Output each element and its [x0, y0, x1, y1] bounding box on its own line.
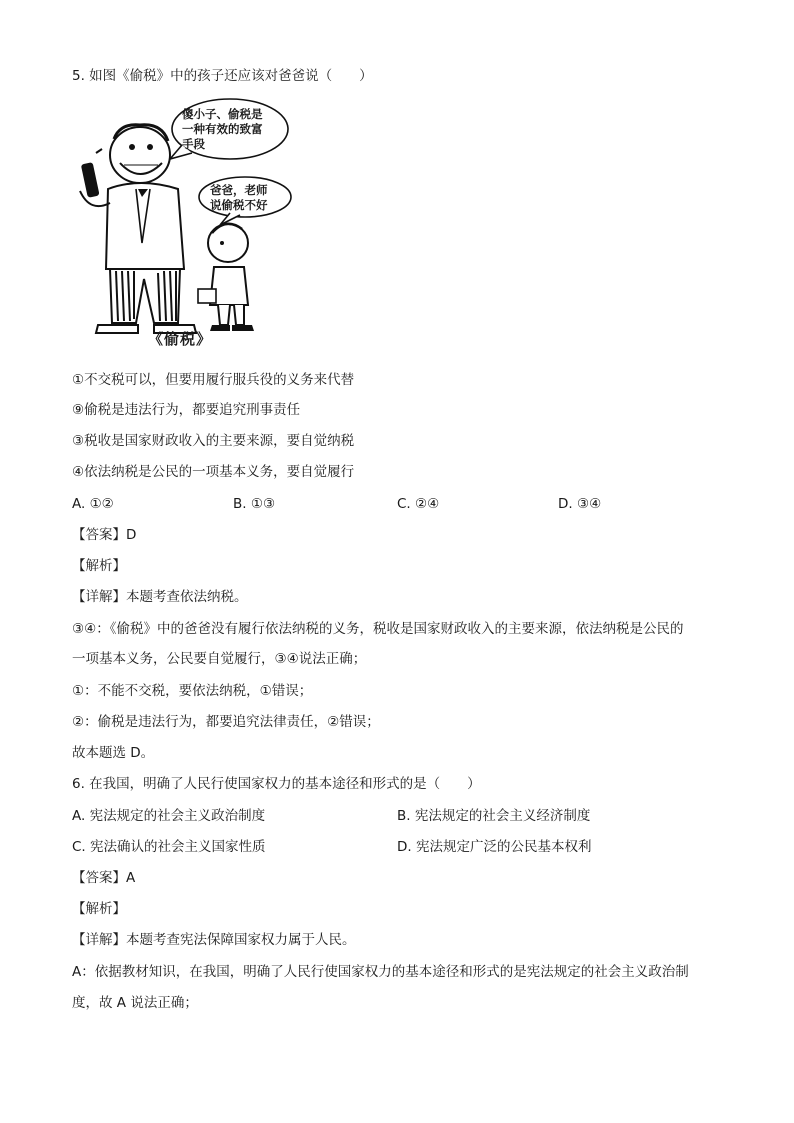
q6-stem: 6. 在我国，明确了人民行使国家权力的基本途径和形式的是（ ）: [72, 776, 481, 792]
q6-explain-2: 度，故 A 说法正确；: [72, 995, 198, 1011]
q5-statement-1: ①不交税可以，但要用履行服兵役的义务来代替: [72, 372, 355, 388]
q6-option-b: B. 宪法规定的社会主义经济制度: [397, 808, 591, 824]
q5-statement-2: ⑨偷税是违法行为，都要追究刑事责任: [72, 402, 301, 418]
q5-statement-3: ③税收是国家财政收入的主要来源，要自觉纳税: [72, 433, 355, 449]
q5-explain-2: 一项基本义务，公民要自觉履行，③④说法正确；: [72, 651, 367, 667]
q5-option-b: B. ①③: [233, 496, 276, 512]
q5-explain-4: ②：偷税是违法行为，都要追究法律责任，②错误；: [72, 714, 380, 730]
cartoon-illustration: [70, 93, 310, 355]
q6-option-c: C. 宪法确认的社会主义国家性质: [72, 839, 266, 855]
q6-detail: 【详解】本题考查宪法保障国家权力属于人民。: [72, 932, 356, 948]
q5-answer: 【答案】D: [72, 527, 137, 543]
q6-answer: 【答案】A: [72, 870, 136, 886]
cartoon-title: 《偷税》: [148, 330, 213, 348]
q5-detail: 【详解】本题考查依法纳税。: [72, 589, 248, 605]
q5-statement-4: ④依法纳税是公民的一项基本义务，要自觉履行: [72, 464, 355, 480]
q5-option-c: C. ②④: [397, 496, 440, 512]
q6-analysis-label: 【解析】: [72, 901, 126, 917]
q5-explain-1: ③④：《偷税》中的爸爸没有履行依法纳税的义务，税收是国家财政收入的主要来源，依法纳税是公民的: [72, 621, 684, 637]
child-bubble-text: 爸爸，老师 说偷税不好: [210, 183, 268, 212]
q6-explain-1: A：依据教材知识，在我国，明确了人民行使国家权力的基本途径和形式的是宪法规定的社会主义政治制: [72, 964, 689, 980]
q6-option-a: A. 宪法规定的社会主义政治制度: [72, 808, 266, 824]
q5-explain-3: ①：不能不交税，要依法纳税，①错误；: [72, 683, 313, 699]
q5-option-d: D. ③④: [558, 496, 602, 512]
q5-conclusion: 故本题选 D。: [72, 745, 155, 761]
q6-option-d: D. 宪法规定广泛的公民基本权利: [397, 839, 592, 855]
q5-analysis-label: 【解析】: [72, 558, 126, 574]
father-bubble-text: 傻小子、偷税是 一种有效的致富 手段: [182, 107, 263, 151]
q5-option-a: A. ①②: [72, 496, 114, 512]
q5-stem: 5. 如图《偷税》中的孩子还应该对爸爸说（ ）: [72, 68, 373, 84]
